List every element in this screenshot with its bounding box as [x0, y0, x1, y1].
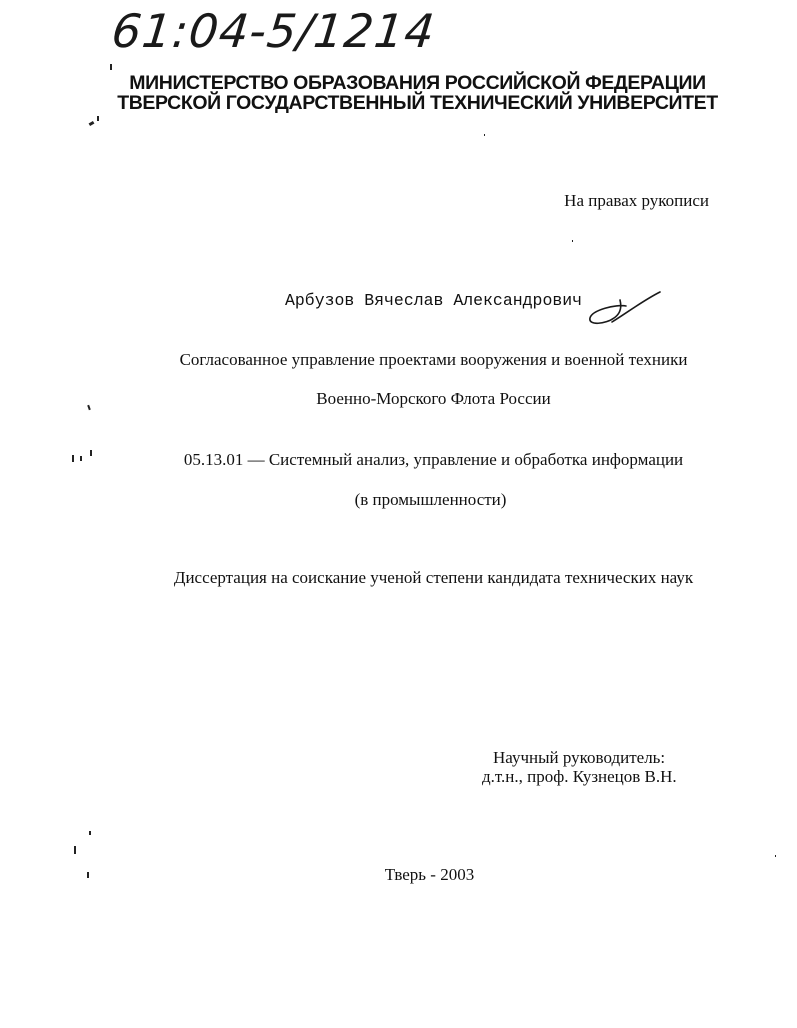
scan-speck — [97, 116, 99, 121]
author-name: Арбузов Вячеслав Александрович — [285, 291, 583, 310]
scan-speck — [484, 134, 485, 136]
handwritten-catalog-number: 61:04-5/1214 — [109, 4, 438, 58]
dissertation-title-line-1: Согласованное управление проектами вооружения и военной техники — [179, 350, 688, 369]
scan-speck — [572, 240, 573, 242]
scan-speck — [775, 855, 776, 857]
specialty-code-line: 05.13.01 — Системный анализ, управление и обработка информации — [183, 450, 684, 469]
dissertation-title-line-2: Военно-Морского Флота России — [316, 389, 551, 408]
scan-speck — [89, 121, 95, 126]
scan-speck — [89, 831, 91, 835]
specialty-qualifier-line: (в промышленности) — [354, 490, 507, 509]
scan-speck — [72, 455, 74, 462]
degree-statement: Диссертация на соискание ученой степени кандидата технических наук — [173, 568, 694, 587]
scan-speck — [110, 64, 112, 70]
city-year: Тверь - 2003 — [384, 865, 475, 884]
university-heading: ТВЕРСКОЙ ГОСУДАРСТВЕННЫЙ ТЕХНИЧЕСКИЙ УНИВЕРСИТЕТ — [117, 92, 718, 114]
supervisor-name: д.т.н., проф. Кузнецов В.Н. — [482, 767, 677, 786]
manuscript-note: На правах рукописи — [564, 191, 709, 210]
scan-speck — [74, 846, 76, 854]
scan-speck — [87, 872, 89, 878]
signature-icon — [582, 288, 662, 332]
scan-speck — [80, 456, 82, 461]
ministry-heading: МИНИСТЕРСТВО ОБРАЗОВАНИЯ РОССИЙСКОЙ ФЕДЕРАЦИИ — [129, 72, 706, 94]
scan-speck — [90, 450, 92, 456]
supervisor-label: Научный руководитель: — [493, 748, 666, 767]
